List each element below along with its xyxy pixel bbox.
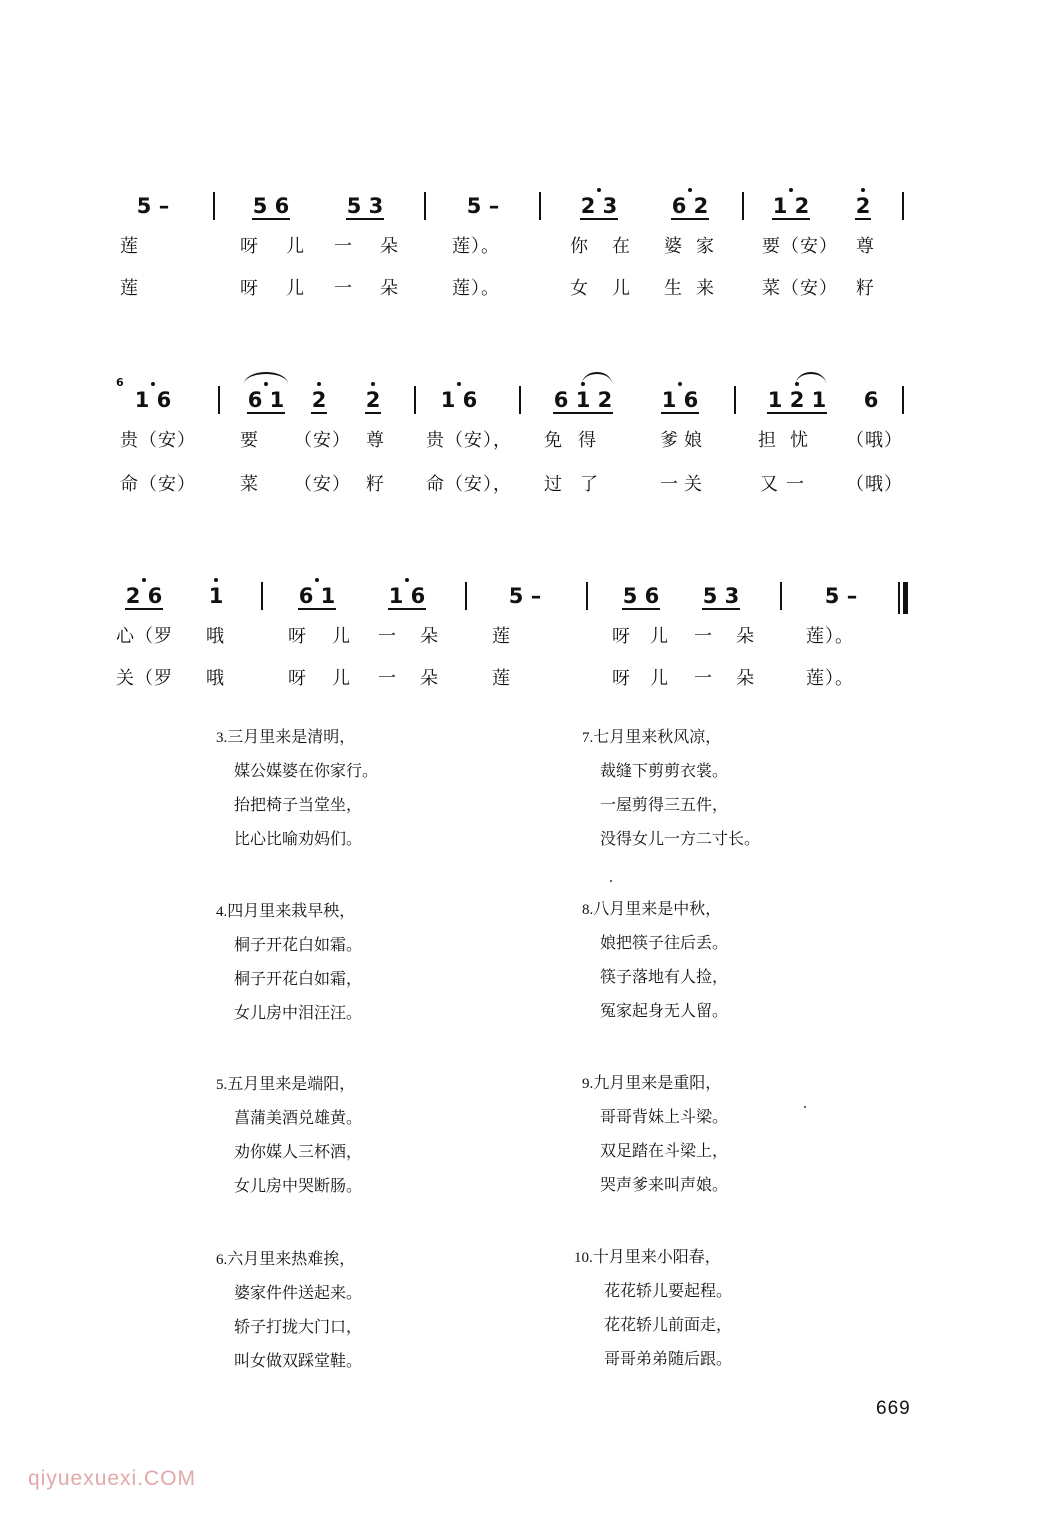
note-group: 5 6 bbox=[252, 194, 290, 218]
lyric: 得 bbox=[578, 430, 597, 451]
verse-line: 裁缝下剪剪衣裳。 bbox=[600, 761, 729, 780]
note-group: 1 2 bbox=[772, 194, 810, 218]
lyric: 贵（安） bbox=[120, 430, 196, 451]
verse-line: 哥哥背妹上斗梁。 bbox=[600, 1107, 729, 1126]
barline bbox=[539, 192, 541, 220]
lyric: 朵 bbox=[736, 668, 755, 689]
verse-6 bbox=[216, 1242, 534, 1378]
verse-line: 菖蒲美酒兑雄黄。 bbox=[234, 1108, 363, 1127]
lyric: 莲）。 bbox=[806, 626, 854, 647]
lyric: 莲）。 bbox=[452, 236, 500, 257]
lyric: 莲 bbox=[120, 236, 139, 257]
lyric: 尊 bbox=[366, 430, 385, 451]
slur bbox=[582, 372, 612, 384]
verse-line: 媒公媒婆在你家行。 bbox=[234, 761, 379, 780]
lyric: 关（罗 bbox=[116, 668, 173, 689]
lyric: 籽 bbox=[856, 278, 875, 299]
note-group: 6 2 bbox=[671, 194, 709, 218]
verse-line: 劝你媒人三杯酒， bbox=[234, 1142, 363, 1161]
lyric: 了 bbox=[580, 474, 599, 495]
lyric: 莲 bbox=[120, 278, 139, 299]
lyric: （安） bbox=[294, 430, 351, 451]
verse-line: 7.七月里来秋风凉， bbox=[582, 727, 722, 746]
lyric: 儿 bbox=[650, 668, 669, 689]
verse-line: 花花轿儿要起程。 bbox=[604, 1281, 733, 1300]
lyric: 要 bbox=[240, 430, 259, 451]
lyric: 呀 bbox=[612, 668, 631, 689]
lyric: 一 bbox=[334, 278, 353, 299]
lyric: 一 bbox=[334, 236, 353, 257]
verse-line: 比心比喻劝妈们。 bbox=[234, 829, 363, 848]
lyric: 朵 bbox=[380, 278, 399, 299]
score-system-3 bbox=[0, 580, 1054, 730]
note-group: 6 1 2 bbox=[553, 388, 613, 412]
barline bbox=[734, 386, 736, 414]
print-speck bbox=[610, 880, 612, 882]
verse-9 bbox=[582, 1066, 900, 1202]
lyric: （哦） bbox=[846, 430, 903, 451]
verse-line: 花花轿儿前面走， bbox=[604, 1315, 733, 1334]
lyric: 婆 bbox=[664, 236, 683, 257]
lyric: （安） bbox=[294, 474, 351, 495]
verse-line: 没得女儿一方二寸长。 bbox=[600, 829, 761, 848]
verse-line: 哭声爹来叫声娘。 bbox=[600, 1175, 729, 1194]
barline bbox=[465, 582, 467, 610]
note-group: 2 6 bbox=[125, 584, 163, 608]
lyric: 朵 bbox=[380, 236, 399, 257]
verse-10 bbox=[574, 1240, 904, 1376]
lyric: 莲）。 bbox=[806, 668, 854, 689]
note-group: 2 bbox=[855, 194, 871, 218]
score-system-1 bbox=[0, 190, 1054, 340]
lyric: 儿 bbox=[332, 626, 351, 647]
note-group: 5 3 bbox=[702, 584, 740, 608]
print-speck bbox=[804, 1106, 806, 1108]
lyric: 朵 bbox=[736, 626, 755, 647]
verse-line: 女儿房中哭断肠。 bbox=[234, 1176, 363, 1195]
note-group: 2 bbox=[311, 388, 327, 412]
lyric: 在 bbox=[612, 236, 631, 257]
note-group: 1 bbox=[208, 584, 224, 608]
lyric: 呀 bbox=[240, 278, 259, 299]
verse-line: 6.六月里来热难挨， bbox=[216, 1249, 356, 1268]
note-group: 5 – bbox=[824, 584, 858, 608]
verse-line: 8.八月里来是中秋， bbox=[582, 899, 722, 918]
lyric: 过 bbox=[544, 474, 563, 495]
lyric: 命（安）， bbox=[426, 474, 512, 495]
lyric: 生 bbox=[664, 278, 683, 299]
grace-note: 6 bbox=[116, 376, 124, 389]
note-group: 5 – bbox=[136, 194, 170, 218]
barline bbox=[780, 582, 782, 610]
lyric: 女 bbox=[570, 278, 589, 299]
verse-line: 冤家起身无人留。 bbox=[600, 1001, 729, 1020]
verse-line: 婆家件件送起来。 bbox=[234, 1283, 363, 1302]
lyric: 你 bbox=[570, 236, 589, 257]
verse-3 bbox=[216, 720, 534, 856]
verse-line: 抬把椅子当堂坐， bbox=[234, 795, 363, 814]
score-system-2 bbox=[0, 376, 1054, 534]
lyric: 菜 bbox=[240, 474, 259, 495]
barline bbox=[261, 582, 263, 610]
lyric: 贵（安）， bbox=[426, 430, 512, 451]
lyric: 要（安） bbox=[762, 236, 838, 257]
verse-line: 筷子落地有人捡， bbox=[600, 967, 729, 986]
verse-8 bbox=[582, 892, 900, 1028]
lyric: 呀 bbox=[240, 236, 259, 257]
note-group: 5 – bbox=[508, 584, 542, 608]
lyric: 菜（安） bbox=[762, 278, 838, 299]
lyric: 命（安） bbox=[120, 474, 196, 495]
verse-line: 叫女做双踩堂鞋。 bbox=[234, 1351, 363, 1370]
site-watermark: qiyuexuexi.COM bbox=[28, 1467, 197, 1490]
lyric: 儿 bbox=[286, 278, 305, 299]
lyric: 一 bbox=[786, 474, 805, 495]
verse-line: 桐子开花白如霜， bbox=[234, 969, 363, 988]
note-group: 5 3 bbox=[346, 194, 384, 218]
barline bbox=[902, 192, 904, 220]
lyric: 免 bbox=[544, 430, 563, 451]
verse-line: 桐子开花白如霜。 bbox=[234, 935, 363, 954]
lyric: 呀 bbox=[288, 668, 307, 689]
lyric: 儿 bbox=[286, 236, 305, 257]
lyric: （哦） bbox=[846, 474, 903, 495]
verse-line: 双足踏在斗梁上， bbox=[600, 1141, 729, 1160]
slur bbox=[796, 372, 826, 384]
lyric: 哦 bbox=[206, 668, 225, 689]
lyric: 娘 bbox=[684, 430, 703, 451]
verse-5 bbox=[216, 1067, 534, 1203]
lyric: 呀 bbox=[612, 626, 631, 647]
lyric: 儿 bbox=[650, 626, 669, 647]
lyric: 儿 bbox=[612, 278, 631, 299]
barline bbox=[586, 582, 588, 610]
lyric: 籽 bbox=[366, 474, 385, 495]
note-group: 5 – bbox=[466, 194, 500, 218]
lyric: 爹 bbox=[660, 430, 679, 451]
verse-line: 5.五月里来是端阳， bbox=[216, 1074, 356, 1093]
lyric: 一 bbox=[378, 668, 397, 689]
lyric: 一 bbox=[694, 668, 713, 689]
verse-7 bbox=[582, 720, 900, 856]
verse-line: 女儿房中泪汪汪。 bbox=[234, 1003, 363, 1022]
verse-line: 一屋剪得三五件， bbox=[600, 795, 729, 814]
lyric: 一 bbox=[378, 626, 397, 647]
lyric: 朵 bbox=[420, 626, 439, 647]
lyric: 哦 bbox=[206, 626, 225, 647]
barline bbox=[902, 386, 904, 414]
verse-line: 9.九月里来是重阳， bbox=[582, 1073, 722, 1092]
note-group: 1 6 bbox=[388, 584, 426, 608]
note-group: 1 2 1 bbox=[767, 388, 827, 412]
note-group: 1 6 bbox=[134, 388, 172, 412]
note-group: 1 6 bbox=[440, 388, 478, 412]
lyric: 家 bbox=[696, 236, 715, 257]
verse-line: 10.十月里来小阳春， bbox=[574, 1247, 721, 1266]
final-barline bbox=[898, 582, 909, 614]
lyric: 朵 bbox=[420, 668, 439, 689]
note-group: 6 1 bbox=[298, 584, 336, 608]
barline bbox=[213, 192, 215, 220]
page-number: 669 bbox=[876, 1398, 911, 1419]
lyric: 担 bbox=[758, 430, 777, 451]
barline bbox=[424, 192, 426, 220]
barline bbox=[742, 192, 744, 220]
lyric: 一 bbox=[694, 626, 713, 647]
verse-line: 轿子打拢大门口， bbox=[234, 1317, 363, 1336]
barline bbox=[519, 386, 521, 414]
verse-line: 哥哥弟弟随后跟。 bbox=[604, 1349, 733, 1368]
note-group: 6 bbox=[863, 388, 879, 412]
lyric: 莲）。 bbox=[452, 278, 500, 299]
lyric: 关 bbox=[684, 474, 703, 495]
lyric: 忧 bbox=[790, 430, 809, 451]
verse-line: 4.四月里来栽早秧， bbox=[216, 901, 356, 920]
lyric: 心（罗 bbox=[116, 626, 173, 647]
lyric: 一 bbox=[660, 474, 679, 495]
lyric: 尊 bbox=[856, 236, 875, 257]
lyric: 莲 bbox=[492, 668, 511, 689]
lyric: 呀 bbox=[288, 626, 307, 647]
lyric: 来 bbox=[696, 278, 715, 299]
note-group: 6 1 bbox=[247, 388, 285, 412]
lyric: 儿 bbox=[332, 668, 351, 689]
note-group: 1 6 bbox=[661, 388, 699, 412]
barline bbox=[218, 386, 220, 414]
note-group: 2 3 bbox=[580, 194, 618, 218]
lyric: 又 bbox=[760, 474, 779, 495]
verse-line: 3.三月里来是清明， bbox=[216, 727, 356, 746]
verse-line: 娘把筷子往后丢。 bbox=[600, 933, 729, 952]
lyric: 莲 bbox=[492, 626, 511, 647]
barline bbox=[414, 386, 416, 414]
note-group: 2 bbox=[365, 388, 381, 412]
note-group: 5 6 bbox=[622, 584, 660, 608]
verse-4 bbox=[216, 894, 534, 1030]
